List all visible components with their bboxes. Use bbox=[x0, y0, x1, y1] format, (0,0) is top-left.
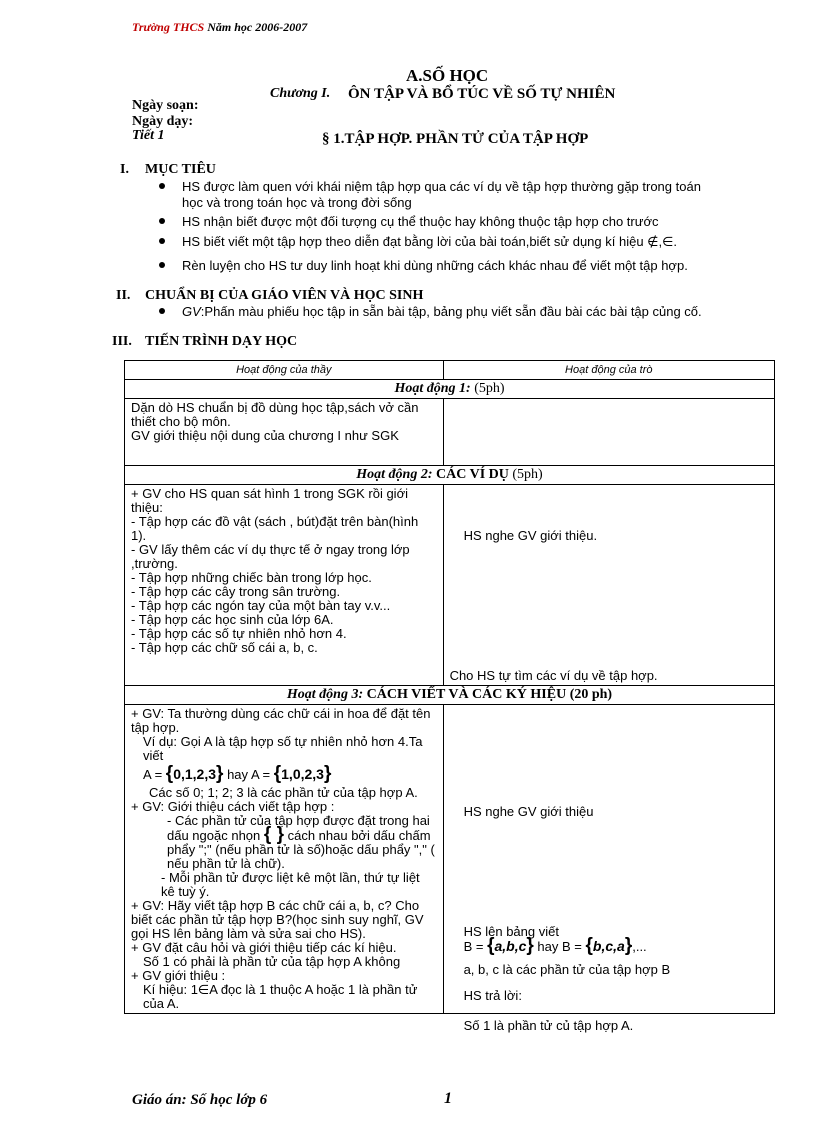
act3-teacher-line: Các số 0; 1; 2; 3 là các phần tử của tập hợp A. bbox=[149, 785, 418, 800]
set-a-label: A = bbox=[143, 767, 163, 782]
or-word: hay bbox=[227, 767, 249, 782]
bullet-icon bbox=[159, 218, 165, 224]
act3-teacher-line: Ví dụ: Gọi A là tập hợp số tự nhiên nhỏ hơn 4.Ta viết bbox=[143, 734, 423, 763]
activity-2-title: CÁC VÍ DỤ bbox=[436, 467, 509, 482]
section-3-title: TIẾN TRÌNH DẠY HỌC bbox=[145, 334, 298, 349]
activity-2-time: (5ph) bbox=[512, 467, 543, 482]
act3-teacher-line: + GV giới thiệu : bbox=[131, 968, 226, 983]
period-label: Tiết 1 bbox=[132, 128, 165, 143]
activity-3-header-row bbox=[125, 686, 775, 705]
set-b-label: B = bbox=[463, 939, 484, 954]
act2-teacher-line: - Tập hợp các cây trong sân trường. bbox=[131, 584, 341, 599]
brace-close-icon: } bbox=[624, 935, 633, 956]
col-teacher-header: Hoạt động của thầy bbox=[125, 361, 444, 380]
activity-1-row bbox=[125, 399, 775, 466]
section-1-title: MỤC TIÊU bbox=[145, 162, 216, 177]
header-year: Năm học 2006-2007 bbox=[207, 20, 308, 34]
brace-close-icon: } bbox=[216, 763, 224, 784]
header-school: Trường THCS bbox=[132, 20, 205, 34]
set-a-values-2: 1,0,2,3 bbox=[281, 766, 324, 782]
act2-teacher-line: - Tập hợp các ngón tay của một bàn tay v.v... bbox=[131, 598, 391, 613]
activity-3-title: CÁCH VIẾT VÀ CÁC KÝ HIỆU bbox=[366, 687, 567, 702]
brace-close-icon: } bbox=[323, 763, 332, 784]
activity-2-row bbox=[125, 485, 775, 686]
bullet-icon bbox=[159, 308, 165, 314]
or-word: hay bbox=[537, 939, 559, 954]
activity-1-header bbox=[125, 380, 775, 399]
act3-teacher-line: Số 1 có phải là phần tử của tập hợp A không bbox=[143, 954, 401, 969]
activity-3-header bbox=[125, 686, 775, 705]
set-a-values-1: 0,1,2,3 bbox=[173, 766, 217, 782]
act3-teacher-line: + GV: Giới thiệu cách viết tập hợp : bbox=[131, 799, 335, 814]
act3-student-listen: HS nghe GV giới thiệu bbox=[463, 804, 594, 819]
act3-student-answer: HS trả lời: bbox=[463, 988, 522, 1003]
act3-student-board: HS lên bảng viết bbox=[463, 924, 559, 939]
bullet-icon bbox=[159, 238, 165, 244]
chapter-label: Chương I. bbox=[270, 86, 331, 101]
activity-3-teacher bbox=[125, 705, 444, 1014]
activity-2-header-row bbox=[125, 466, 775, 485]
activity-3-student bbox=[443, 705, 774, 1033]
bullet-icon bbox=[159, 262, 165, 268]
act3-student-elements: a, b, c là các phần tử của tập hợp B bbox=[463, 962, 671, 977]
set-a-label: A = bbox=[250, 767, 271, 782]
act2-teacher-line: - Tập hợp các số tự nhiên nhỏ hơn 4. bbox=[131, 626, 347, 641]
act3-teacher-line: Kí hiệu: 1∈A đọc là 1 thuộc A hoặc 1 là phần tử của A. bbox=[143, 982, 418, 1011]
act3-teacher-text: cách nhau bởi dấu chấm phẩy ";" (nếu phần tử là số)hoặc dấu phẩy "," ( nếu phần tử là chữ). bbox=[167, 828, 435, 871]
act2-teacher-line: - GV lấy thêm các ví dụ thực tế ở ngay trong lớp ,trường. bbox=[131, 542, 410, 571]
brace-open-icon: { bbox=[165, 763, 174, 784]
objective-1: HS được làm quen với khái niệm tập hợp qua các ví dụ về tập hợp thường gặp trong toán bbox=[182, 179, 701, 194]
act3-set-a-line bbox=[131, 763, 437, 786]
page-footer: Giáo án: Số học lớp 6 bbox=[132, 1092, 268, 1108]
act1-teacher-line: Dặn dò HS chuẩn bị đồ dùng học tập,sách vở cần thiết cho bộ môn. bbox=[131, 400, 419, 429]
activity-3-label: Hoạt động 3: bbox=[286, 687, 364, 702]
bullet-icon bbox=[159, 183, 165, 189]
col-student-header: Hoạt động của trò bbox=[443, 361, 774, 380]
brace-open-icon: { bbox=[273, 763, 282, 784]
braces-icon: { } bbox=[263, 824, 284, 845]
act3-brace-explain bbox=[131, 814, 437, 871]
prep-text: :Phấn màu phiếu học tập in sẵn bài tập, bảng phụ viết sẵn đầu bài các bài tập củng cố. bbox=[200, 304, 702, 319]
brace-open-icon: { bbox=[487, 935, 495, 956]
act3-teacher-line: + GV đặt câu hỏi và giới thiệu tiếp các kí hiệu. bbox=[131, 940, 397, 955]
act2-student-listen: HS nghe GV giới thiệu. bbox=[463, 528, 598, 543]
etc: ,... bbox=[632, 939, 647, 954]
objective-2: HS nhận biết được một đối tượng cụ thể thuộc hay không thuộc tập hợp cho trước bbox=[182, 214, 659, 229]
objective-3: HS biết viết một tập hợp theo diễn đạt bằng lời của bài toán,biết sử dụng kí hiệu ∉,∈. bbox=[182, 234, 678, 249]
page-header bbox=[132, 20, 307, 35]
prep-materials bbox=[182, 304, 702, 319]
act1-teacher-line: GV giới thiệu nội dung của chương I như SGK bbox=[131, 428, 399, 443]
act2-teacher-line: + GV cho HS quan sát hình 1 trong SGK rồi giới thiệu: bbox=[131, 486, 408, 515]
section-1-number: I. bbox=[120, 162, 129, 177]
teach-date-label: Ngày dạy: bbox=[132, 114, 194, 129]
act3-set-b-line bbox=[463, 935, 647, 956]
section-3-number: III. bbox=[112, 334, 132, 349]
page-number: 1 bbox=[444, 1090, 452, 1107]
activity-2-teacher bbox=[125, 485, 444, 686]
act3-teacher-line: + GV: Ta thường dùng các chữ cái in hoa để đặt tên tập hợp. bbox=[131, 706, 431, 735]
act2-student-examples: Cho HS tự tìm các ví dụ về tập hợp. bbox=[449, 668, 658, 683]
prep-date-label: Ngày soạn: bbox=[132, 98, 199, 113]
activity-2-header bbox=[125, 466, 775, 485]
activity-1-label: Hoạt động 1: bbox=[394, 381, 471, 396]
activity-1-header-row bbox=[125, 380, 775, 399]
activity-3-time: (20 ph) bbox=[569, 687, 613, 702]
set-b-label: B = bbox=[562, 939, 582, 954]
act3-teacher-line: + GV: Hãy viết tập hợp B các chữ cái a, b, c? Cho biết các phần tử tập hợp B?(học sinh suy nghĩ, GV gọi HS lên bảng làm và sửa sai cho HS). bbox=[131, 898, 424, 941]
objective-1-cont: học và trong toán học và trong đời sống bbox=[182, 195, 412, 210]
section-2-number: II. bbox=[116, 288, 131, 303]
section-2-title: CHUẨN BỊ CỦA GIÁO VIÊN VÀ HỌC SINH bbox=[145, 288, 424, 303]
lesson-plan-table bbox=[124, 360, 775, 1033]
set-b-values-1: a,b,c bbox=[494, 938, 527, 954]
act3-student-answer-text: Số 1 là phần tử củ tập hợp A. bbox=[463, 1018, 634, 1033]
act2-teacher-line: - Tập hợp các đồ vật (sách , bút)đặt trên bàn(hình 1). bbox=[131, 514, 419, 543]
brace-close-icon: } bbox=[526, 935, 534, 956]
set-b-values-2: b,c,a bbox=[592, 938, 625, 954]
act2-teacher-line: - Tập hợp các học sinh của lớp 6A. bbox=[131, 612, 334, 627]
act3-teacher-line: - Mỗi phần tử được liệt kê một lần, thứ tự liệt kê tuỳ ý. bbox=[161, 870, 420, 899]
act2-teacher-line: - Tập hợp những chiếc bàn trong lớp học. bbox=[131, 570, 372, 585]
activity-1-student bbox=[443, 399, 774, 466]
activity-3-row bbox=[125, 705, 775, 1014]
prep-gv-label: GV bbox=[182, 304, 201, 319]
activity-2-label: Hoạt động 2: bbox=[356, 467, 433, 482]
brace-open-icon: { bbox=[585, 935, 593, 956]
table-header-row bbox=[125, 361, 775, 380]
act3-teacher-text: - Các phần tử của tập hợp được đặt trong hai dấu ngoặc nhọn bbox=[167, 813, 430, 843]
activity-1-time: (5ph) bbox=[474, 381, 505, 396]
objective-4: Rèn luyện cho HS tư duy linh hoạt khi dùng những cách khác nhau để viết một tập hợp. bbox=[182, 258, 688, 273]
act2-teacher-line: - Tập hợp các chữ số cái a, b, c. bbox=[131, 640, 318, 655]
part-title: A.SỐ HỌC bbox=[406, 66, 489, 85]
activity-2-student bbox=[443, 485, 774, 686]
activity-1-teacher bbox=[125, 399, 444, 466]
chapter-title: ÔN TẬP VÀ BỔ TÚC VỀ SỐ TỰ NHIÊN bbox=[348, 86, 616, 102]
lesson-title: § 1.TẬP HỢP. PHẦN TỬ CỦA TẬP HỢP bbox=[322, 131, 589, 147]
